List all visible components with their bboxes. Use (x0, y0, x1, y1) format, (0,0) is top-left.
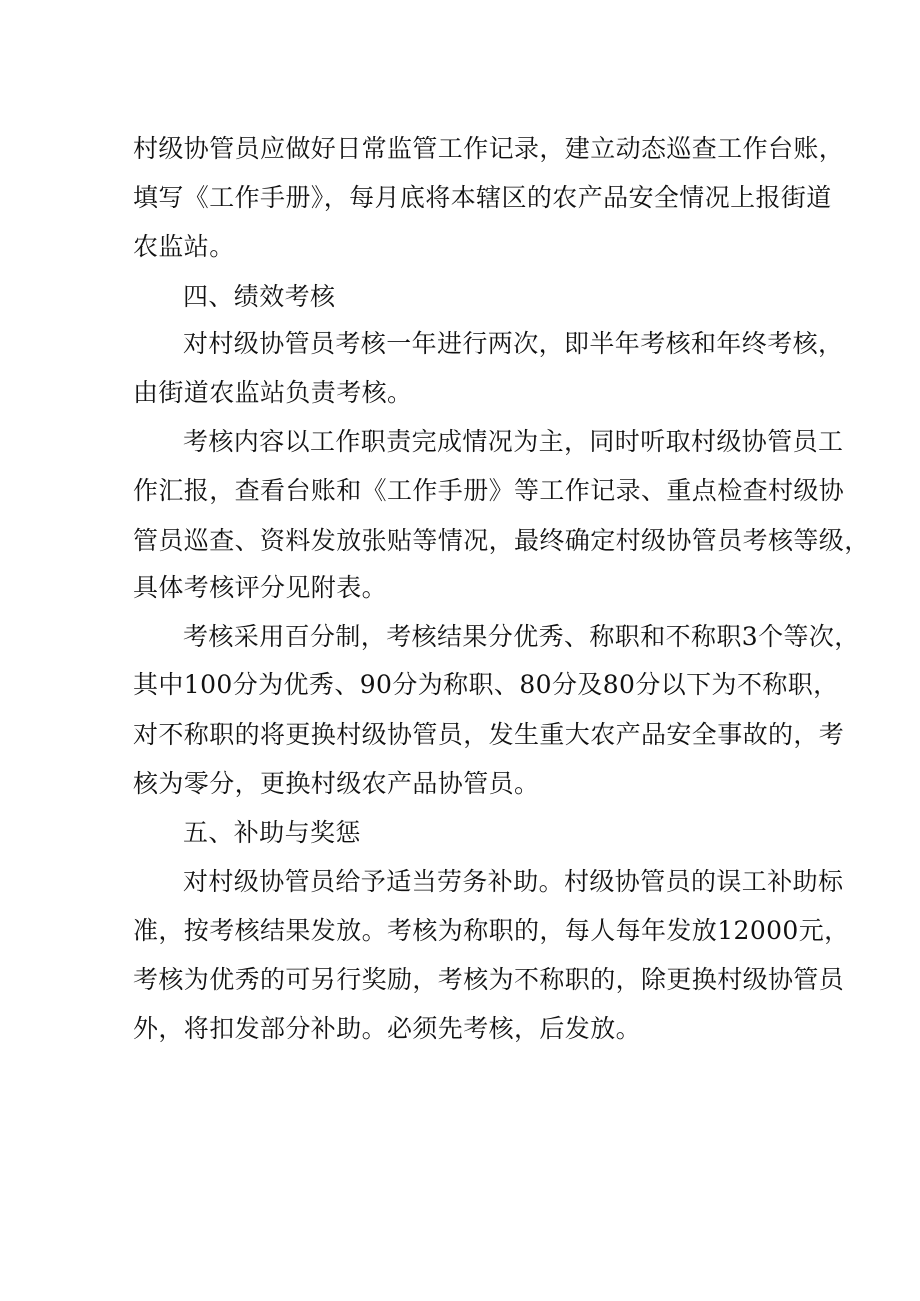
body-text-line: 由街道农监站负责考核。 (133, 378, 413, 407)
body-text-line: 具体考核评分见附表。 (133, 573, 388, 602)
body-text-line: 考核内容以工作职责完成情况为主，同时听取村级协管员工 (183, 427, 844, 456)
body-text-line: 填写《工作手册》，每月底将本辖区的农产品安全情况上报街道 (133, 183, 832, 212)
body-text-line: 对不称职的将更换村级协管员，发生重大农产品安全事故的，考 (133, 720, 845, 749)
body-text-line: 外，将扣发部分补助。必须先考核，后发放。 (133, 1014, 642, 1043)
body-text-line: 准，按考核结果发放。考核为称职的，每人每年发放12000元， (133, 916, 850, 945)
body-text-line: 村级协管员应做好日常监管工作记录，建立动态巡查工作台账， (133, 134, 845, 163)
body-text-line: 农监站。 (133, 232, 235, 261)
body-text-line: 考核采用百分制，考核结果分优秀、称职和不称职3个等次， (183, 622, 860, 651)
section-heading: 四、绩效考核 (183, 282, 336, 311)
body-text-line: 核为零分，更换村级农产品协管员。 (133, 769, 540, 798)
body-text-line: 对村级协管员给予适当劳务补助。村级协管员的误工补助标 (183, 867, 844, 896)
body-text-line: 其中100分为优秀、90分为称职、80分及80分以下为不称职， (133, 670, 839, 699)
body-text-line: 考核为优秀的可另行奖励，考核为不称职的，除更换村级协管员 (133, 965, 845, 994)
section-heading: 五、补助与奖惩 (183, 818, 361, 847)
body-text-line: 作汇报，查看台账和《工作手册》等工作记录、重点检查村级协 (133, 476, 845, 505)
body-text-line: 对村级协管员考核一年进行两次，即半年考核和年终考核， (183, 329, 844, 358)
body-text-line: 管员巡查、资料发放张贴等情况，最终确定村级协管员考核等级， (133, 526, 870, 555)
